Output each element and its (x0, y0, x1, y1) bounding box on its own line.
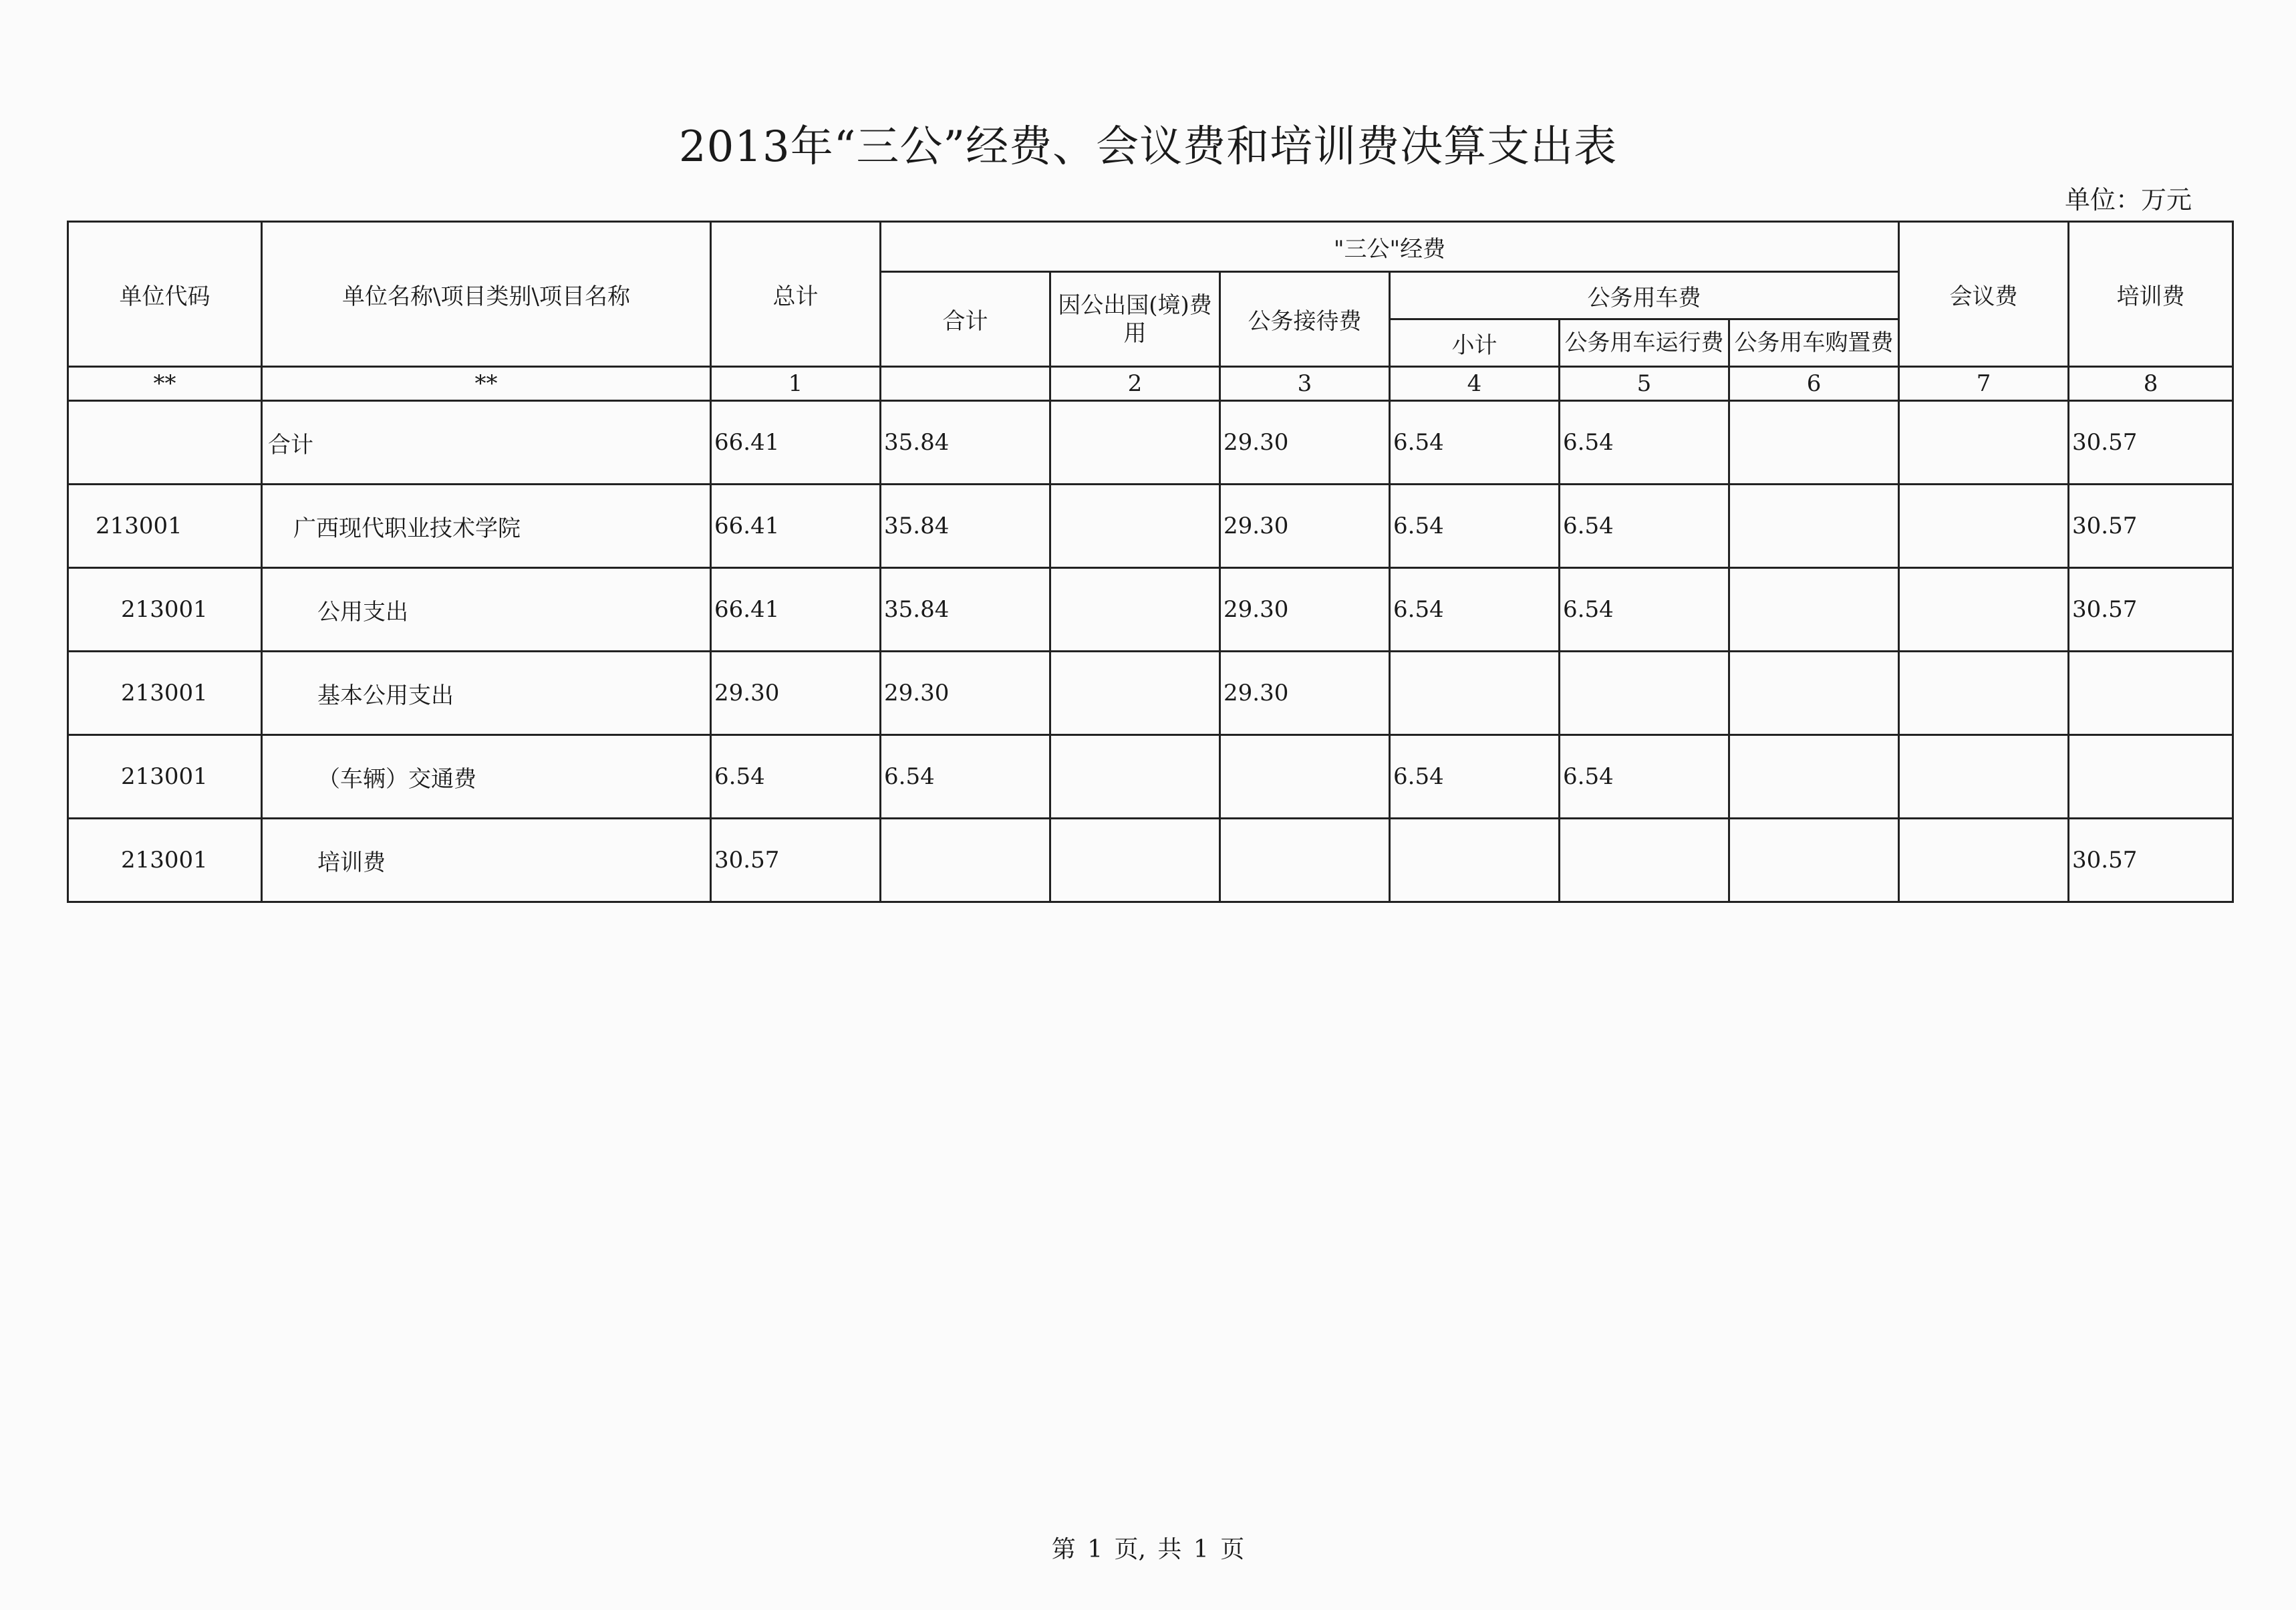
cell-training (2069, 652, 2233, 735)
cell-abroad (1050, 401, 1220, 485)
cell-meeting (1899, 735, 2069, 819)
cell-v-run: 6.54 (1560, 485, 1729, 568)
index-cell: 5 (1560, 367, 1729, 401)
cell-training: 30.57 (2069, 568, 2233, 652)
cell-total: 6.54 (711, 735, 881, 819)
cell-sg-sum: 35.84 (881, 401, 1050, 485)
cell-name: 基本公用支出 (262, 652, 711, 735)
table-row (68, 735, 2233, 819)
cell-v-buy (1729, 485, 1899, 568)
cell-meeting (1899, 819, 2069, 902)
cell-v-sub (1390, 819, 1560, 902)
cell-code (68, 401, 262, 485)
cell-total: 29.30 (711, 652, 881, 735)
header-name: 单位名称\项目类别\项目名称 (262, 222, 711, 367)
cell-v-sub: 6.54 (1390, 735, 1560, 819)
page-footer: 第 1 页, 共 1 页 (1051, 1536, 1245, 1563)
header-vehicle-purchase: 公务用车购置费 (1729, 319, 1899, 367)
cell-code: 213001 (68, 568, 262, 652)
index-row (68, 367, 2233, 401)
cell-name: 培训费 (262, 819, 711, 902)
cell-reception: 29.30 (1220, 568, 1390, 652)
cell-meeting (1899, 485, 2069, 568)
unit-label: 单位：万元 (2065, 185, 2192, 215)
cell-reception: 29.30 (1220, 652, 1390, 735)
cell-v-buy (1729, 568, 1899, 652)
header-training: 培训费 (2069, 222, 2233, 367)
cell-training: 30.57 (2069, 819, 2233, 902)
cell-v-buy (1729, 652, 1899, 735)
cell-sg-sum: 29.30 (881, 652, 1050, 735)
header-total: 总计 (711, 222, 881, 367)
table-row (68, 652, 2233, 735)
index-cell: 7 (1899, 367, 2069, 401)
index-cell: 6 (1729, 367, 1899, 401)
index-cell: ** (262, 367, 711, 401)
page-title: 2013年“三公”经费、会议费和培训费决算支出表 (678, 122, 1618, 172)
cell-abroad (1050, 568, 1220, 652)
cell-abroad (1050, 652, 1220, 735)
cell-reception (1220, 735, 1390, 819)
cell-meeting (1899, 568, 2069, 652)
header-code: 单位代码 (68, 222, 262, 367)
header-reception: 公务接待费 (1220, 272, 1390, 367)
cell-v-sub: 6.54 (1390, 485, 1560, 568)
cell-reception: 29.30 (1220, 401, 1390, 485)
cell-training: 30.57 (2069, 485, 2233, 568)
cell-v-buy (1729, 401, 1899, 485)
header-meeting: 会议费 (1899, 222, 2069, 367)
cell-total: 66.41 (711, 401, 881, 485)
table-row (68, 401, 2233, 485)
cell-total: 66.41 (711, 485, 881, 568)
cell-total: 66.41 (711, 568, 881, 652)
cell-code: 213001 (68, 735, 262, 819)
cell-name: （车辆）交通费 (262, 735, 711, 819)
index-cell: 2 (1050, 367, 1220, 401)
cell-v-buy (1729, 819, 1899, 902)
header-sangong-sum: 合计 (881, 272, 1050, 367)
cell-abroad (1050, 735, 1220, 819)
cell-name: 公用支出 (262, 568, 711, 652)
cell-v-buy (1729, 735, 1899, 819)
header-vehicle-subtotal: 小计 (1390, 319, 1560, 367)
cell-code: 213001 (68, 819, 262, 902)
cell-v-run: 6.54 (1560, 568, 1729, 652)
cell-name: 广西现代职业技术学院 (262, 485, 711, 568)
index-cell: 3 (1220, 367, 1390, 401)
cell-abroad (1050, 819, 1220, 902)
header-abroad: 因公出国(境)费用 (1050, 272, 1220, 367)
cell-code: 213001 (68, 652, 262, 735)
cell-v-sub (1390, 652, 1560, 735)
cell-v-run: 6.54 (1560, 735, 1729, 819)
table-row (68, 485, 2233, 568)
index-cell (881, 367, 1050, 401)
cell-v-sub: 6.54 (1390, 401, 1560, 485)
header-sangong: "三公"经费 (881, 222, 1899, 272)
table-row (68, 819, 2233, 902)
cell-meeting (1899, 401, 2069, 485)
cell-name: 合计 (262, 401, 711, 485)
cell-sg-sum (881, 819, 1050, 902)
cell-reception: 29.30 (1220, 485, 1390, 568)
cell-training (2069, 735, 2233, 819)
cell-meeting (1899, 652, 2069, 735)
table-row (68, 568, 2233, 652)
expenditure-table (67, 221, 2234, 903)
header-vehicle: 公务用车费 (1390, 272, 1899, 319)
index-cell: ** (68, 367, 262, 401)
index-cell: 8 (2069, 367, 2233, 401)
cell-training: 30.57 (2069, 401, 2233, 485)
cell-sg-sum: 6.54 (881, 735, 1050, 819)
cell-v-run (1560, 819, 1729, 902)
cell-sg-sum: 35.84 (881, 568, 1050, 652)
cell-total: 30.57 (711, 819, 881, 902)
cell-reception (1220, 819, 1390, 902)
index-cell: 1 (711, 367, 881, 401)
header-vehicle-running: 公务用车运行费 (1560, 319, 1729, 367)
cell-v-run: 6.54 (1560, 401, 1729, 485)
cell-abroad (1050, 485, 1220, 568)
cell-sg-sum: 35.84 (881, 485, 1050, 568)
cell-v-run (1560, 652, 1729, 735)
index-cell: 4 (1390, 367, 1560, 401)
cell-code: 213001 (68, 485, 262, 568)
cell-v-sub: 6.54 (1390, 568, 1560, 652)
